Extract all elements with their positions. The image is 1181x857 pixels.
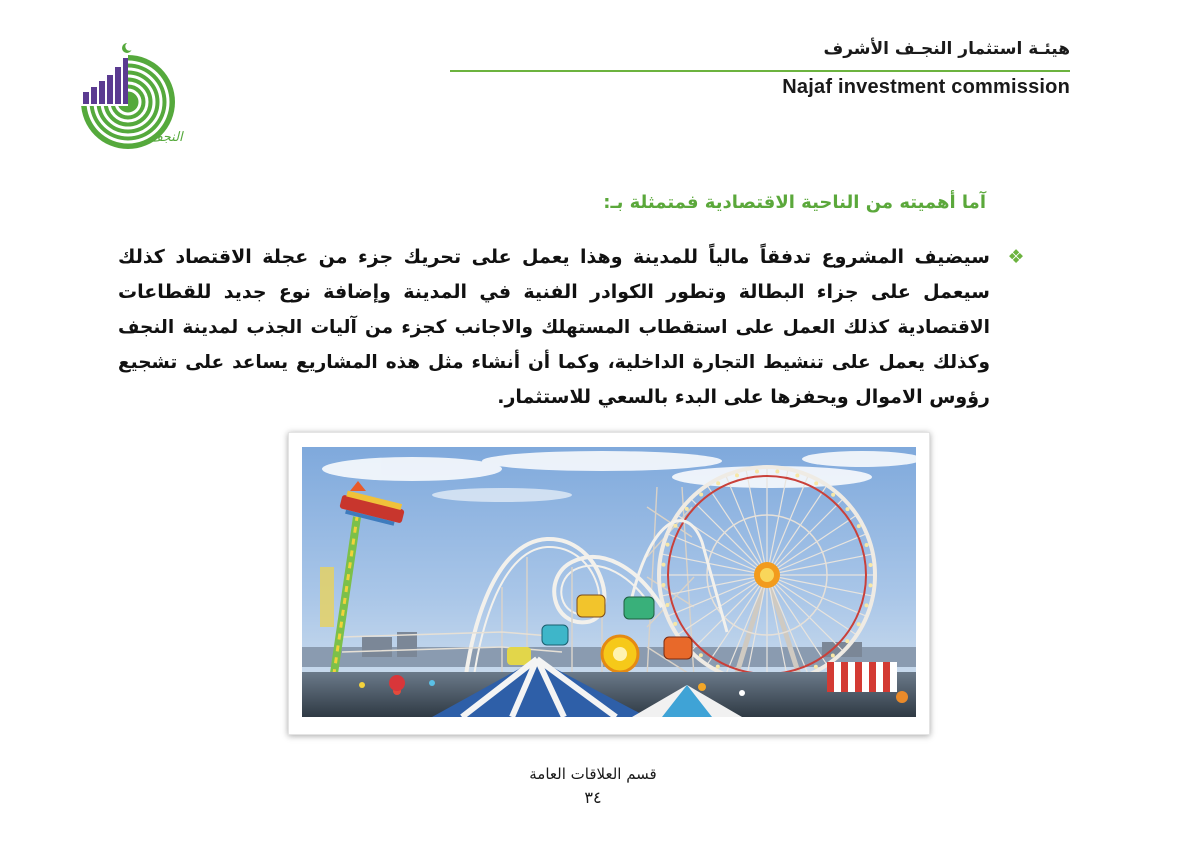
crescent-icon: [122, 42, 134, 53]
header-divider: [450, 70, 1070, 72]
ferris-wheel-light: [857, 524, 861, 528]
paragraph-line: سيعمل على جزاء البطالة وتطور الكوادر الفنية في المدينة وإضافة نوع جديد للقطاعات: [118, 281, 990, 303]
paragraph-line: وكذلك يعمل على تنشيط التجارة الداخلية، وكما أن أنشاء مثل هذه المشاريع يساعد على تشجيع: [118, 352, 990, 373]
paragraph-line: رؤوس الاموال ويحفزها على البدء بالسعي للاستثمار.: [497, 386, 990, 408]
amusement-park-photo: [302, 447, 916, 717]
ferris-wheel-light: [716, 481, 720, 485]
ferris-wheel-light: [846, 507, 850, 511]
header-title-english: Najaf investment commission: [782, 76, 1070, 98]
ferris-wheel-light: [735, 473, 739, 477]
ferris-wheel-light: [831, 493, 835, 497]
header-title-arabic: هيئـة استثمار النجـف الأشرف: [823, 39, 1070, 59]
footer-department: قسم العلاقات العامة: [529, 765, 657, 783]
ferris-wheel-light: [673, 622, 677, 626]
striped-booth: [827, 662, 897, 692]
ferris-wheel-light: [865, 543, 869, 547]
ferris-wheel-light: [845, 639, 849, 643]
ferris-wheel-light: [857, 622, 861, 626]
ferris-wheel-light: [868, 583, 872, 587]
ferris-wheel-light: [775, 470, 779, 474]
ferris-wheel-light: [666, 543, 670, 547]
ferris-wheel-light: [814, 481, 818, 485]
ferris-wheel-light: [831, 654, 835, 658]
paragraph-line: الاقتصادية كذلك العمل على استقطاب المستهلك والاجانب كجزء من آليات الجذب لمدينة النجف: [118, 317, 990, 338]
logo-calligraphy: النجف: [149, 130, 183, 145]
ferris-wheel-light: [716, 665, 720, 669]
paragraph-line: سيضيف المشروع تدفقاً مالياً للمدينة وهذا يعمل على تحريك جزء من عجلة الاقتصاد كذلك: [118, 246, 990, 268]
section-heading: آما أهميته من الناحية الاقتصادية فمتمثلة بـ:: [603, 192, 986, 213]
ferris-wheel-light: [795, 474, 799, 478]
najaf-logo: [70, 40, 190, 155]
ferris-wheel-light: [869, 563, 873, 567]
sun-wheel: [602, 636, 638, 672]
ferris-wheel-light: [864, 603, 868, 607]
page-number: ٣٤: [584, 788, 602, 807]
ferris-wheel-light: [755, 469, 759, 473]
ferris-wheel-light: [814, 665, 818, 669]
ferris-wheel-light: [665, 603, 669, 607]
ferris-wheel-light: [699, 653, 703, 657]
diamond-bullet-icon: ❖: [1007, 246, 1025, 268]
ferris-wheel-light: [673, 524, 677, 528]
ferris-wheel-light: [699, 492, 703, 496]
ferris-wheel-light: [661, 583, 665, 587]
body-paragraph: [118, 240, 990, 415]
ferris-wheel-light: [662, 563, 666, 567]
ferris-wheel-light: [685, 507, 689, 511]
